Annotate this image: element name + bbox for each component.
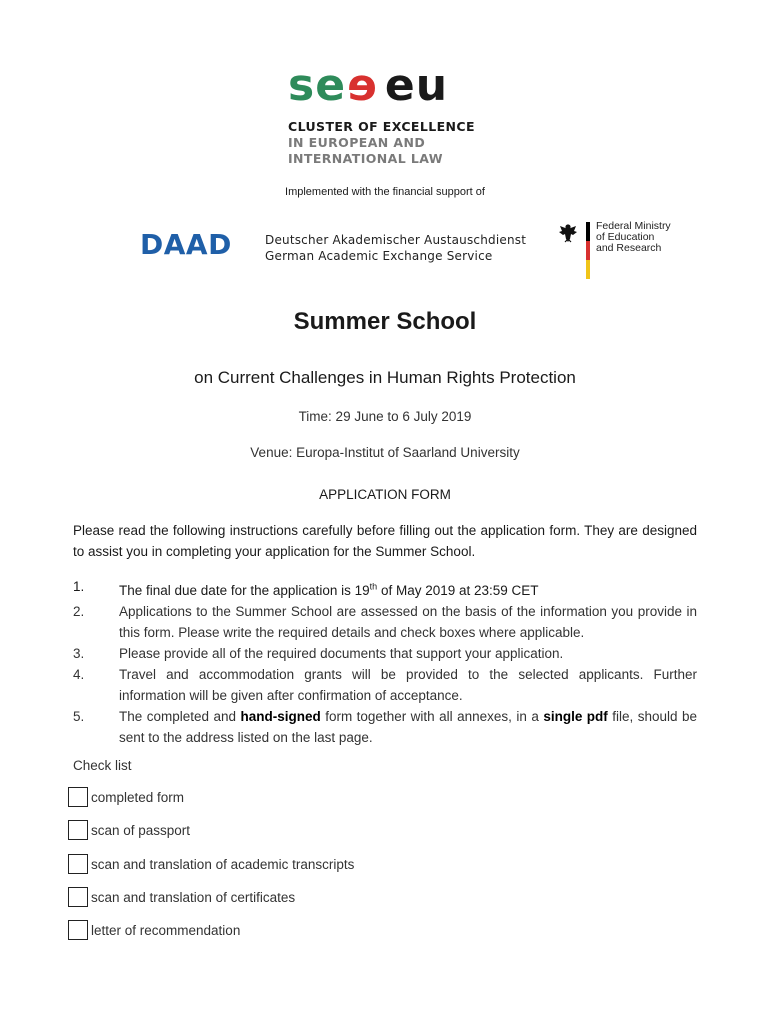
- instruction-number: 5.: [73, 708, 85, 724]
- bmbf-line-1: Federal Ministry: [596, 220, 671, 232]
- instruction-item: [73, 576, 697, 601]
- cluster-line-3: INTERNATIONAL LAW: [288, 151, 443, 166]
- instruction-item: [73, 601, 697, 643]
- federal-eagle-icon: [557, 222, 579, 244]
- daad-name-english: German Academic Exchange Service: [265, 249, 493, 263]
- instruction-text-part: The completed and: [119, 708, 241, 724]
- instruction-number: 3.: [73, 645, 85, 661]
- instruction-text: [119, 709, 697, 745]
- checkbox-recommendation[interactable]: [68, 920, 88, 940]
- checklist-label: completed form: [91, 789, 185, 805]
- instruction-item: [73, 664, 697, 706]
- cluster-line-1: CLUSTER OF EXCELLENCE: [288, 119, 475, 134]
- instruction-text: Please provide all of the required documents that support your application.: [119, 645, 564, 661]
- checklist-label: scan of passport: [91, 822, 191, 838]
- event-time: Time: 29 June to 6 July 2019: [298, 409, 472, 424]
- instruction-text: Applications to the Summer School are assessed on the basis of the information you provide in this form. Please write the required details and check boxes where applicable.: [119, 603, 697, 640]
- instruction-item: [73, 643, 697, 664]
- german-flag-bar: [586, 222, 590, 279]
- funding-note: Implemented with the financial support of: [285, 186, 485, 198]
- checklist-label: scan and translation of certificates: [91, 889, 296, 905]
- instruction-text: Travel and accommodation grants will be provided to the selected applicants. Further information will be given after confirmation of acceptance.: [119, 666, 697, 703]
- instruction-number: 1.: [73, 579, 85, 594]
- form-title: APPLICATION FORM: [319, 487, 451, 502]
- checklist-item: [68, 886, 295, 908]
- single-pdf-emphasis: single pdf: [543, 708, 608, 724]
- instruction-list: [73, 576, 697, 748]
- logo-letters-eu: eu: [384, 60, 449, 111]
- instruction-text-part: file, should be sent to the address listed on the last page.: [119, 708, 698, 745]
- logo-letter-e2: e: [346, 60, 377, 111]
- due-date-text: [119, 583, 539, 598]
- bmbf-line-3: and Research: [596, 242, 662, 254]
- due-date-sup: th: [369, 581, 378, 591]
- instruction-item: [73, 706, 697, 748]
- checkbox-scan-passport[interactable]: [68, 820, 88, 840]
- instruction-number: 4.: [73, 666, 85, 682]
- checkbox-transcripts[interactable]: [68, 854, 88, 874]
- bmbf-name: [596, 221, 671, 254]
- due-date-pre: The final due date for the application is 19: [119, 582, 370, 598]
- daad-name: [265, 232, 526, 264]
- event-venue: Venue: Europa-Institut of Saarland University: [250, 445, 520, 460]
- checklist-label: scan and translation of academic transcripts: [91, 856, 355, 872]
- page-subtitle: on Current Challenges in Human Rights Protection: [194, 368, 576, 387]
- hand-signed-emphasis: hand-signed: [240, 708, 321, 724]
- checklist-item: [68, 819, 190, 841]
- daad-name-german: Deutscher Akademischer Austauschdienst: [265, 233, 527, 247]
- checkbox-completed-form[interactable]: [68, 787, 88, 807]
- see-eu-logo: [288, 62, 448, 110]
- instruction-number: 2.: [73, 603, 85, 619]
- instruction-text-part: form together with all annexes, in a: [320, 708, 544, 724]
- due-date-post: of May 2019 at 23:59 CET: [377, 582, 539, 598]
- checklist-item: [68, 786, 184, 808]
- cluster-line-2: IN EUROPEAN AND: [288, 135, 426, 150]
- logo-letter-e1: e: [315, 60, 347, 111]
- checklist-item: [68, 853, 354, 875]
- intro-paragraph: Please read the following instructions carefully before filling out the application form. They are designed to assist you in completing your application for the Summer School.: [73, 523, 697, 559]
- page-title: Summer School: [293, 308, 477, 335]
- checklist-item: [68, 919, 240, 941]
- checklist-title: Check list: [73, 758, 132, 773]
- logo-letter-s: s: [288, 60, 316, 111]
- checklist-label: letter of recommendation: [91, 922, 241, 938]
- cluster-name: [288, 119, 475, 167]
- bmbf-line-2: of Education: [596, 231, 655, 243]
- daad-logo: DAAD: [140, 228, 232, 261]
- checkbox-certificates[interactable]: [68, 887, 88, 907]
